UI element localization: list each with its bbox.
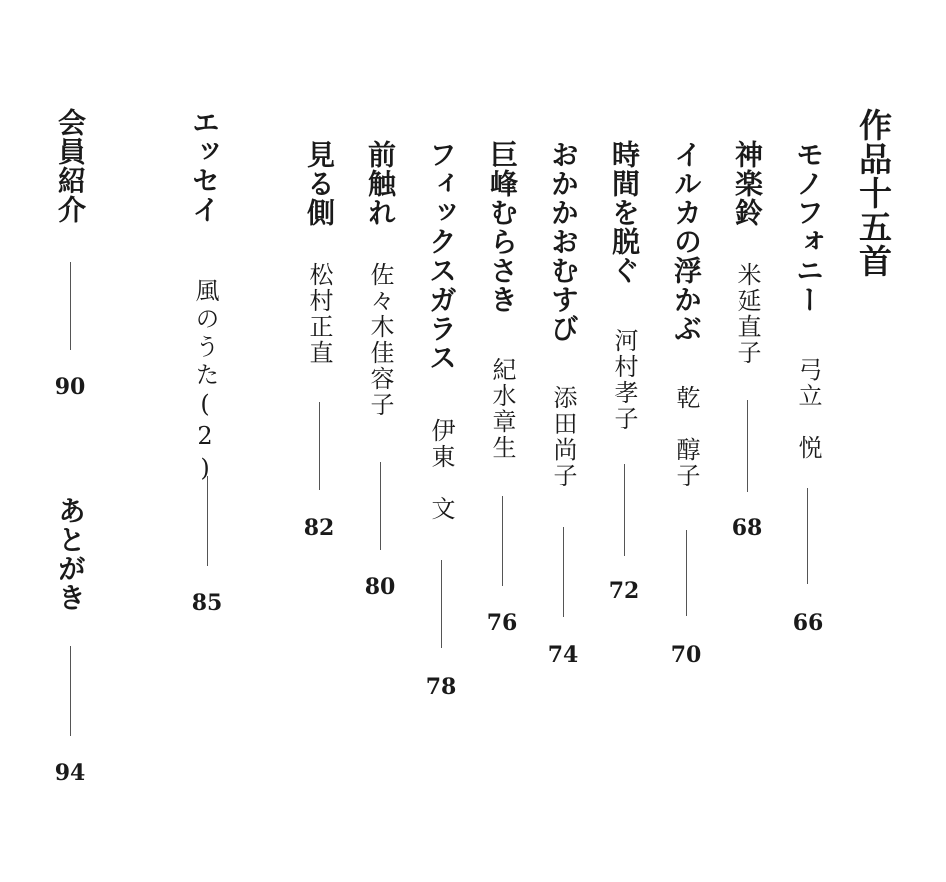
page-number: 90 [54, 374, 86, 400]
work-title: 時間を脱ぐ [608, 140, 641, 285]
essay-title-text: 風のうた [191, 278, 219, 390]
page-number: 66 [792, 610, 824, 636]
essay-label: エッセイ [188, 108, 221, 224]
work-title: 見る側 [303, 140, 336, 227]
page-number: 70 [670, 642, 702, 668]
leader-rule [747, 400, 748, 492]
work-author: 河村孝子 [610, 328, 638, 432]
leader-rule [686, 530, 687, 616]
work-author: 松村正直 [305, 262, 333, 366]
leader-rule [563, 527, 564, 617]
work-title: モノフォニー [792, 140, 825, 314]
work-author: 紀水章生 [488, 357, 516, 461]
work-title: 神楽鈴 [731, 140, 764, 227]
page-number: 72 [608, 578, 640, 604]
work-author: 弓立 悦 [794, 357, 822, 461]
page-number: 82 [303, 515, 335, 541]
members-label: 会員紹介 [54, 108, 87, 224]
page-number: 74 [547, 642, 579, 668]
page-number: 85 [191, 590, 223, 616]
page-number: 94 [54, 760, 86, 786]
essay-number-open: ( [191, 390, 219, 422]
essay-number-close: ) [191, 454, 219, 486]
afterword-label: あとがき [54, 496, 87, 612]
work-title: 巨峰むらさき [486, 140, 519, 314]
work-title: イルカの浮かぶ [670, 140, 703, 343]
leader-rule [319, 402, 320, 490]
leader-rule [624, 464, 625, 556]
section-title: 作品十五首 [854, 108, 893, 278]
leader-rule [502, 496, 503, 586]
work-author: 添田尚子 [549, 385, 577, 489]
leader-rule [380, 462, 381, 550]
work-author: 米延直子 [733, 262, 761, 366]
work-title: 前触れ [364, 140, 397, 227]
work-title: フィックスガラス [425, 140, 458, 372]
leader-rule [441, 560, 442, 648]
essay-number: 2 [191, 422, 219, 454]
work-title: おかかおむすび [547, 140, 580, 343]
essay-title [193, 278, 217, 486]
leader-rule [70, 262, 71, 350]
work-author: 佐々木佳容子 [366, 262, 394, 418]
page-number: 76 [486, 610, 518, 636]
work-author: 伊東 文 [427, 418, 455, 522]
page-number: 68 [731, 515, 763, 541]
leader-rule [207, 476, 208, 566]
page-number: 80 [364, 574, 396, 600]
page-number: 78 [425, 674, 457, 700]
leader-rule [70, 646, 71, 736]
work-author: 乾 醇子 [672, 385, 700, 489]
leader-rule [807, 488, 808, 584]
